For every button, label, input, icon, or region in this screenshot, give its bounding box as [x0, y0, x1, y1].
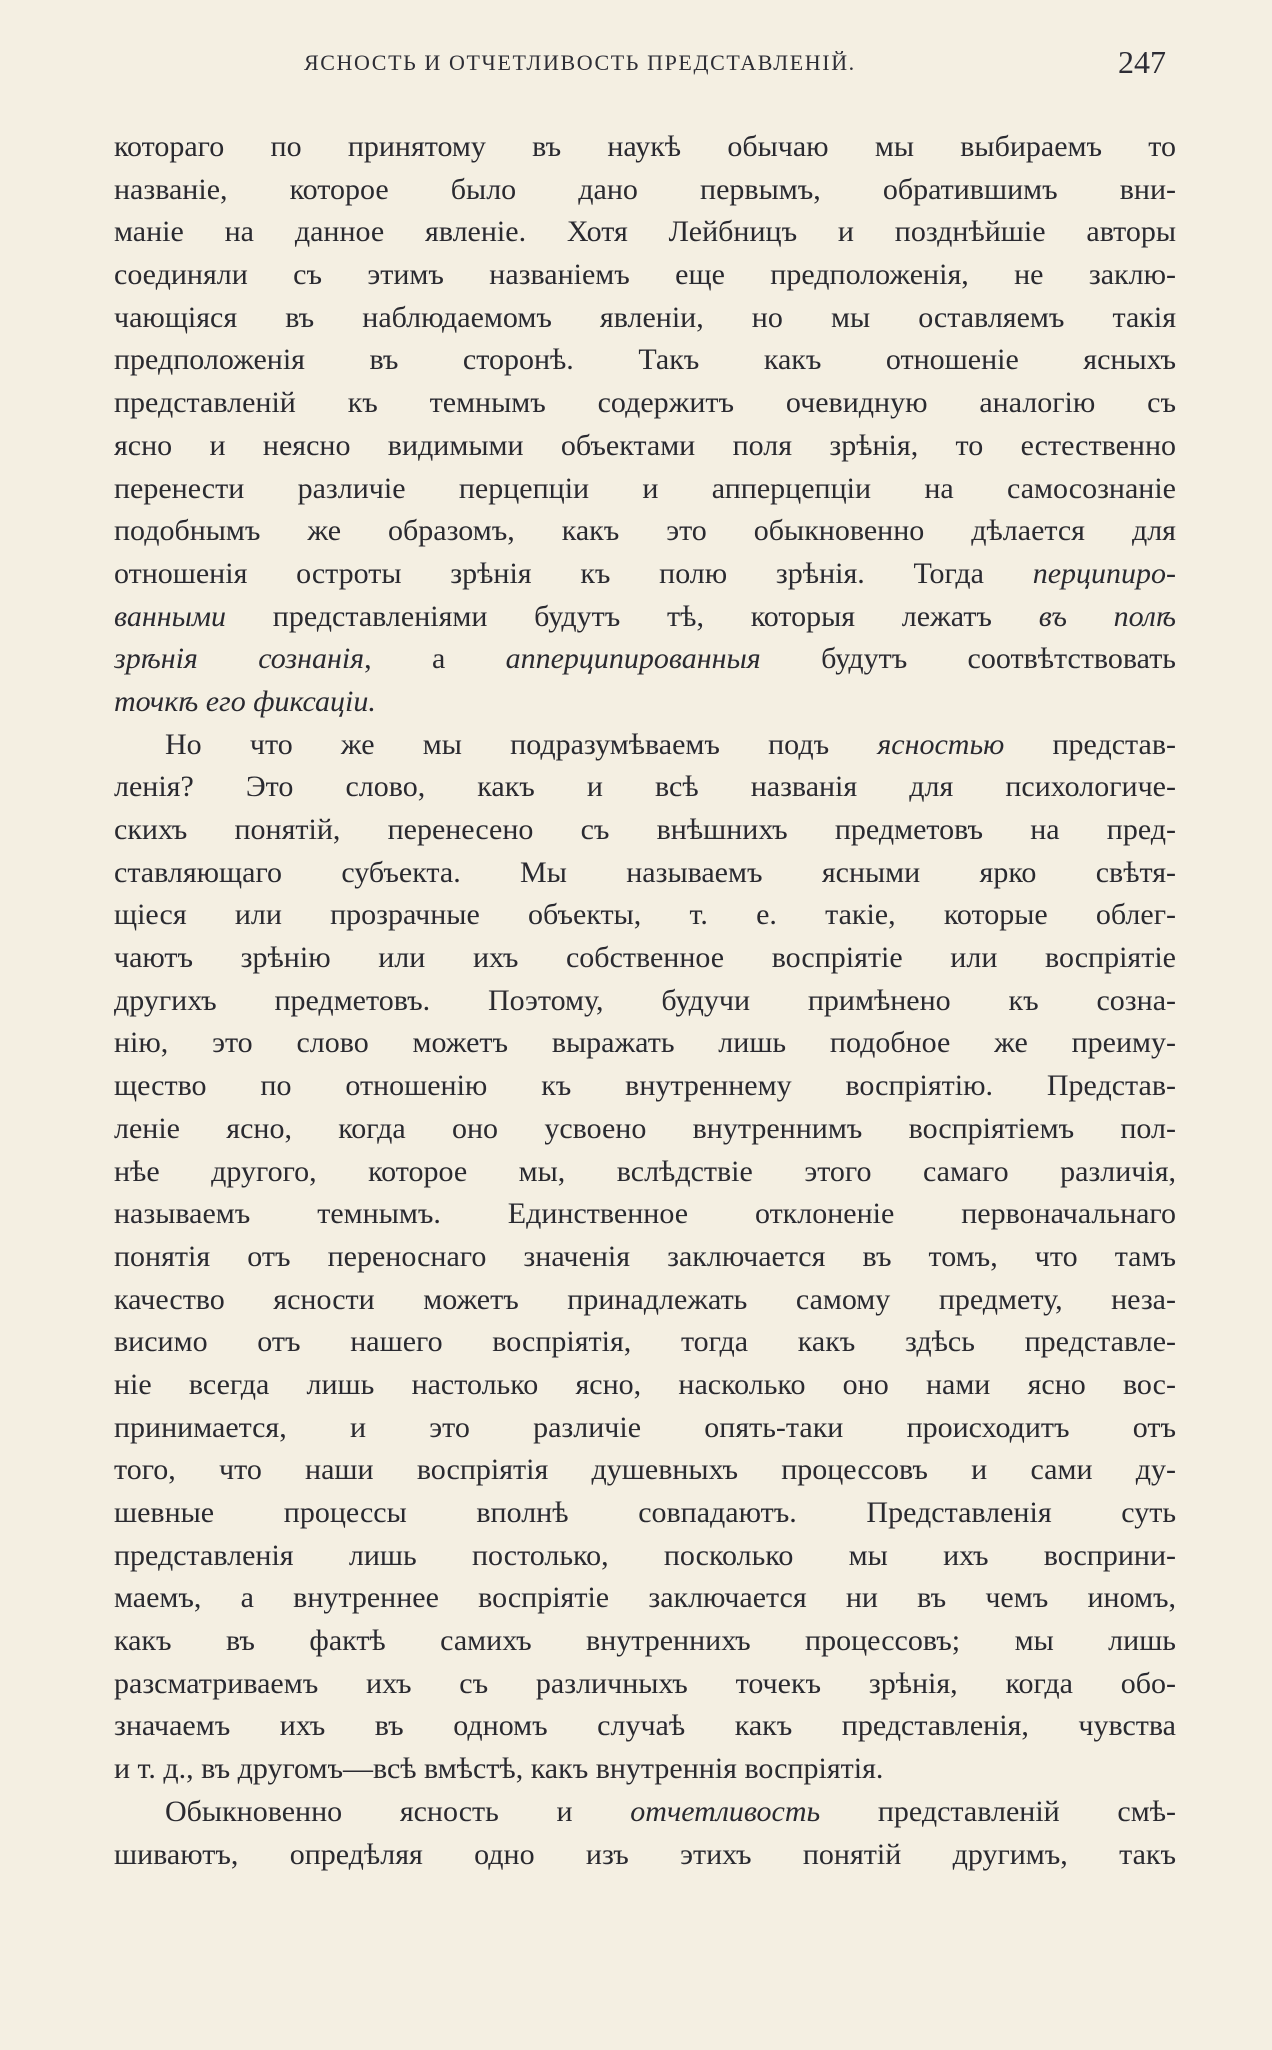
text-line [114, 638, 1176, 681]
text-line: щіеся или прозрачные объекты, т. е. такіе, которые облег- [114, 898, 1176, 932]
text-line: подобнымъ же образомъ, какъ это обыкновенно дѣлается для [114, 514, 1176, 548]
text-line: называемъ темнымъ. Единственное отклоненіе первоначальнаго [114, 1197, 1176, 1231]
text-line: нію, это слово можетъ выражать лишь подобное же преиму- [114, 1026, 1176, 1060]
text-line: какъ въ фактѣ самихъ внутреннихъ процессовъ; мы лишь [114, 1624, 1176, 1658]
text-segment: представленій смѣ- [877, 1794, 1176, 1828]
italic-term: ванными [114, 599, 227, 633]
text-line: маемъ, а внутреннее воспріятіе заключается ни въ чемъ иномъ, [114, 1581, 1176, 1615]
text-line: того, что наши воспріятія душевныхъ процессовъ и сами ду- [114, 1453, 1176, 1487]
text-line [114, 553, 1176, 596]
text-line [114, 681, 1176, 724]
text-line: качество ясности можетъ принадлежать самому предмету, неза- [114, 1282, 1176, 1316]
italic-term: отчетливость [630, 1794, 821, 1828]
text-line: названіе, которое было дано первымъ, обратившимъ вни- [114, 172, 1176, 206]
running-title: ЯСНОСТЬ И ОТЧЕТЛИВОСТЬ ПРЕДСТАВЛЕНІЙ. [304, 50, 856, 75]
text-line: принимается, и это различіе опять-таки происходитъ отъ [114, 1410, 1176, 1444]
text-line: чаютъ зрѣнію или ихъ собственное воспріятіе или воспріятіе [114, 941, 1176, 975]
italic-term: апперципированныя [505, 642, 761, 676]
italic-term: перципиро- [1032, 556, 1176, 590]
text-line: котораго по принятому въ наукѣ обычаю мы выбираемъ то [114, 130, 1176, 163]
text-line: леніе ясно, когда оно усвоено внутреннимъ воспріятіемъ пол- [114, 1111, 1176, 1145]
text-line: предположенія въ сторонѣ. Такъ какъ отношеніе ясныхъ [114, 343, 1176, 377]
text-line: ясно и неясно видимыми объектами поля зрѣнія, то естественно [114, 428, 1176, 462]
body-text [114, 126, 1176, 1876]
text-line: шевные процессы вполнѣ совпадаютъ. Представленія суть [114, 1496, 1176, 1529]
text-line: соединяли съ этимъ названіемъ еще предположенія, не заклю- [114, 258, 1176, 292]
text-segment: будутъ соотвѣтствовать [821, 642, 1176, 676]
text-line: маніе на данное явленіе. Хотя Лейбницъ и позднѣйшіе авторы [114, 215, 1176, 249]
text-line: шиваютъ, опредѣляя одно изъ этихъ понятій другимъ, такъ [114, 1837, 1176, 1871]
text-line: значаемъ ихъ въ одномъ случаѣ какъ представленія, чувства [114, 1709, 1176, 1743]
text-line: ніе всегда лишь настолько ясно, насколько оно нами ясно вос- [114, 1367, 1176, 1401]
italic-term: точкѣ его фиксаціи. [114, 684, 376, 718]
text-line: перенести различіе перцепціи и апперцепціи на самосознаніе [114, 471, 1176, 505]
text-line: ленія? Это слово, какъ и всѣ названія для психологиче- [114, 770, 1176, 804]
page-number: 247 [1118, 44, 1166, 80]
text-segment: Но что же мы подразумѣваемъ подъ [165, 727, 830, 761]
text-line: нѣе другого, которое мы, вслѣдствіе этого самаго различія, [114, 1154, 1176, 1188]
text-line [114, 596, 1176, 639]
text-segment: отношенія остроты зрѣнія къ полю зрѣнія. Тогда [114, 556, 984, 590]
text-line: скихъ понятій, перенесено съ внѣшнихъ предметовъ на пред- [114, 813, 1176, 846]
text-line: другихъ предметовъ. Поэтому, будучи примѣнено къ созна- [114, 983, 1176, 1017]
text-line: чающіяся въ наблюдаемомъ явленіи, но мы оставляемъ такія [114, 300, 1176, 334]
text-segment: представленіями будутъ тѣ, которыя лежатъ [272, 599, 992, 633]
text-segment: Обыкновенно ясность и [165, 1794, 573, 1828]
italic-term: ясностью [877, 727, 1005, 761]
text-line: щество по отношенію къ внутреннему воспріятію. Представ- [114, 1069, 1176, 1103]
italic-term: зрѣнія сознанія [114, 642, 365, 676]
text-segment: , а [364, 642, 446, 676]
paragraph-start-line [114, 1791, 1176, 1834]
text-line: ставляющаго субъекта. Мы называемъ ясными ярко свѣтя- [114, 855, 1176, 889]
text-line: и т. д., въ другомъ—всѣ вмѣстѣ, какъ внутреннія воспріятія. [114, 1752, 884, 1786]
text-line: представленій къ темнымъ содержитъ очевидную аналогію съ [114, 386, 1176, 420]
text-line: понятія отъ переноснаго значенія заключается въ томъ, что тамъ [114, 1239, 1176, 1273]
text-line: висимо отъ нашего воспріятія, тогда какъ здѣсь представле- [114, 1325, 1176, 1359]
text-segment: представ- [1052, 727, 1176, 761]
text-line: представленія лишь постолько, посколько мы ихъ восприни- [114, 1538, 1176, 1572]
text-line: разсматриваемъ ихъ съ различныхъ точекъ зрѣнія, когда обо- [114, 1666, 1176, 1700]
paragraph-start-line [114, 724, 1176, 767]
italic-term: въ полѣ [1038, 599, 1176, 633]
